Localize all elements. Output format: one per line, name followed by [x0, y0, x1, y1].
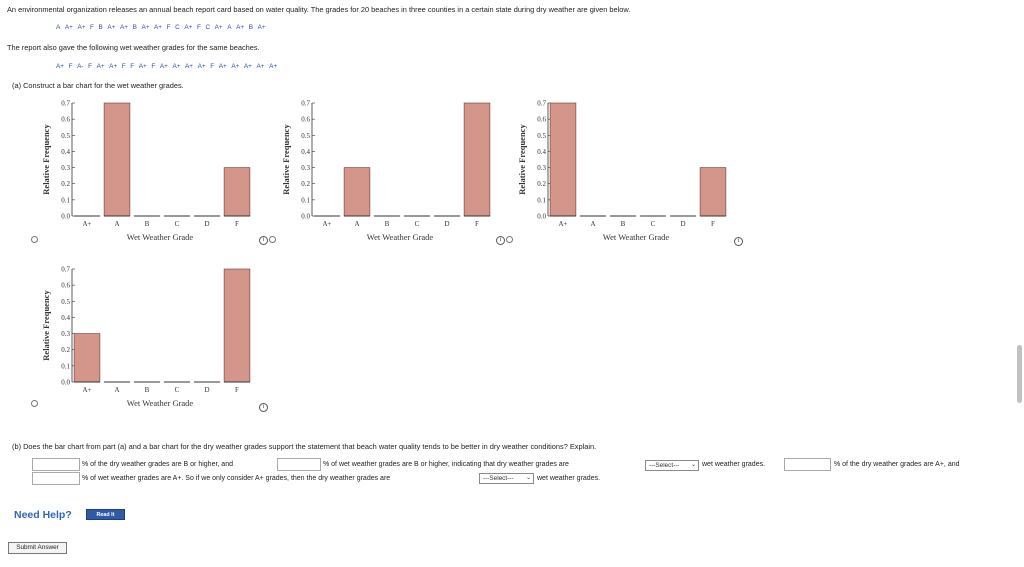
x-tick-label: A+ [82, 220, 92, 228]
x-tick-label: A [354, 220, 360, 228]
y-tick-label: 0.1 [61, 362, 70, 371]
bar-A [344, 168, 370, 216]
read-it-button[interactable]: Read It [86, 509, 125, 520]
x-tick-label: F [235, 220, 239, 228]
info-icon[interactable]: i [259, 236, 268, 245]
grade-item: C [205, 24, 211, 31]
y-tick-label: 0.2 [61, 180, 70, 189]
y-tick-label: 0.6 [301, 115, 310, 124]
x-axis-label: Wet Weather Grade [366, 232, 434, 242]
scrollbar-thumb[interactable] [1017, 345, 1022, 403]
bar-chart-option-1 [36, 96, 256, 248]
x-tick-label: C [650, 220, 656, 228]
x-tick-label: F [235, 386, 239, 394]
bar-F [224, 168, 250, 216]
dry-a-plus-input[interactable] [784, 458, 831, 471]
grade-item: A+ [109, 63, 118, 70]
y-axis-label: Relative Frequency [41, 290, 51, 361]
y-tick-label: 0.1 [537, 196, 546, 205]
y-tick-label: 0.5 [61, 297, 70, 306]
y-tick-label: 0.5 [537, 131, 546, 140]
grade-item: A- [77, 63, 84, 70]
grade-item: A+ [56, 63, 64, 70]
x-axis-label: Wet Weather Grade [126, 232, 194, 242]
x-tick-label: C [414, 220, 420, 228]
grade-item: A [56, 24, 61, 31]
y-tick-label: 0.3 [61, 330, 70, 339]
x-tick-label: B [144, 386, 150, 394]
part-b-text-2: % of wet weather grades are B or higher, indicating that dry weather grades are [323, 461, 569, 468]
bar-A [104, 103, 130, 216]
y-axis-label: Relative Frequency [517, 124, 527, 195]
y-tick-label: 0.6 [61, 115, 70, 124]
grade-item: A+ [107, 24, 116, 31]
x-tick-label: C [174, 386, 180, 394]
submit-answer-button[interactable]: Submit Answer [8, 542, 67, 554]
info-icon[interactable]: i [734, 237, 743, 246]
wet-a-plus-input[interactable] [32, 472, 80, 485]
wet-intro: The report also gave the following wet weather grades for the same beaches. [7, 43, 260, 52]
grade-item: A+ [236, 24, 245, 31]
part-a-prompt: (a) Construct a bar chart for the wet weather grades. [12, 81, 184, 90]
grade-item: A+ [96, 63, 105, 70]
dry-grades-list [56, 24, 270, 31]
grade-item: A+ [172, 63, 181, 70]
y-tick-label: 0.2 [301, 180, 310, 189]
grade-item: B [98, 24, 103, 31]
grade-item: B [248, 24, 253, 31]
y-tick-label: 0.0 [537, 212, 546, 221]
y-tick-label: 0.4 [301, 147, 310, 156]
x-tick-label: C [174, 220, 180, 228]
radio-chart-option-3[interactable] [506, 236, 513, 243]
y-tick-label: 0.2 [537, 180, 546, 189]
x-tick-label: A [114, 386, 120, 394]
grade-item: F [90, 24, 94, 31]
y-tick-label: 0.1 [61, 196, 70, 205]
bar-A+ [74, 334, 100, 382]
need-help-label: Need Help? [14, 509, 72, 521]
bar-chart-option-3 [512, 96, 732, 248]
x-tick-label: B [144, 220, 150, 228]
grade-item: A+ [231, 63, 240, 70]
y-tick-label: 0.3 [301, 164, 310, 173]
grade-item: A+ [257, 24, 266, 31]
grade-item: F [88, 63, 92, 70]
chart-svg [276, 96, 496, 248]
grade-item: A+ [243, 63, 252, 70]
x-tick-label: F [711, 220, 715, 228]
x-tick-label: B [620, 220, 626, 228]
part-b-prompt: (b) Does the bar chart from part (a) and a bar chart for the dry weather grades support the statement that beach water quality tends to be better in dry weather conditions? Explain. [12, 442, 597, 451]
grade-item: A+ [64, 24, 73, 31]
x-tick-label: F [475, 220, 479, 228]
x-tick-label: D [444, 220, 450, 228]
comparison-select-1[interactable]: ---Select--- ⌄ [645, 460, 699, 471]
part-b-text-3: wet weather grades. [702, 461, 766, 468]
grade-item: F [151, 63, 156, 70]
grade-item: A+ [214, 24, 223, 31]
wet-grades-list [56, 63, 282, 70]
y-tick-label: 0.0 [61, 378, 70, 387]
y-tick-label: 0.7 [61, 99, 70, 108]
x-tick-label: A [114, 220, 120, 228]
bar-A+ [550, 103, 576, 216]
x-axis-label: Wet Weather Grade [126, 398, 194, 408]
grade-item: A+ [141, 24, 150, 31]
grade-item: A+ [218, 63, 227, 70]
grade-item: B [132, 24, 137, 31]
grade-item: A+ [184, 24, 193, 31]
grade-item: F [196, 24, 201, 31]
grade-item: A+ [120, 24, 128, 31]
grade-item: F [210, 63, 215, 70]
chart-svg [36, 262, 256, 414]
comparison-select-2[interactable]: ---Select--- ⌄ [479, 473, 534, 484]
grade-item: A [227, 24, 232, 31]
x-tick-label: D [680, 220, 686, 228]
grade-item: F [130, 63, 135, 70]
y-tick-label: 0.0 [61, 212, 70, 221]
grade-item: A+ [256, 63, 265, 70]
y-tick-label: 0.4 [61, 313, 70, 322]
x-tick-label: D [204, 220, 210, 228]
part-b-text-5: % of wet weather grades are A+. So if we only consider A+ grades, then the dry weather grades are [82, 475, 391, 482]
question-intro: An environmental organization releases an annual beach report card based on water quality. The grades for 20 beaches in three counties in a certain state during dry weather are given below. [7, 5, 631, 14]
grade-item: C [175, 24, 180, 31]
y-tick-label: 0.2 [61, 346, 70, 355]
y-tick-label: 0.7 [537, 99, 546, 108]
grade-item: A+ [197, 63, 206, 70]
grade-item: A+ [159, 63, 168, 70]
grade-item: F [68, 63, 73, 70]
y-axis-label: Relative Frequency [41, 124, 51, 195]
chart-svg [36, 96, 256, 248]
grade-item: F [121, 63, 126, 70]
x-tick-label: A+ [82, 386, 92, 394]
radio-chart-option-4[interactable] [31, 400, 38, 407]
grade-item: A+ [269, 63, 278, 70]
x-axis-label: Wet Weather Grade [602, 232, 670, 242]
info-icon[interactable]: i [496, 236, 505, 245]
y-axis-label: Relative Frequency [281, 124, 291, 195]
bar-chart-option-4 [36, 262, 256, 414]
y-tick-label: 0.0 [301, 212, 310, 221]
bar-F [700, 168, 726, 216]
radio-chart-option-1[interactable] [31, 236, 38, 243]
part-b-text-6: wet weather grades. [537, 475, 601, 482]
bar-chart-option-2 [276, 96, 496, 248]
y-tick-label: 0.7 [301, 99, 310, 108]
grade-item: F [166, 24, 171, 31]
chart-svg [512, 96, 732, 248]
wet-b-or-higher-input[interactable] [277, 458, 321, 471]
info-icon[interactable]: i [259, 403, 268, 412]
y-tick-label: 0.4 [537, 147, 546, 156]
y-tick-label: 0.6 [537, 115, 546, 124]
x-tick-label: A+ [558, 220, 568, 228]
y-tick-label: 0.3 [61, 164, 70, 173]
y-tick-label: 0.3 [537, 164, 546, 173]
y-tick-label: 0.5 [301, 131, 310, 140]
grade-item: A+ [154, 24, 163, 31]
y-tick-label: 0.4 [61, 147, 70, 156]
x-tick-label: D [204, 386, 210, 394]
radio-chart-option-2[interactable] [269, 236, 276, 243]
part-b-text-1: % of the dry weather grades are B or higher, and [82, 461, 233, 468]
bar-F [224, 269, 250, 382]
grade-item: A+ [77, 24, 86, 31]
grade-item: A+ [185, 63, 194, 70]
y-tick-label: 0.5 [61, 131, 70, 140]
grade-item: A+ [138, 63, 147, 70]
part-b-text-4: % of the dry weather grades are A+, and [834, 461, 960, 468]
x-tick-label: B [384, 220, 390, 228]
y-tick-label: 0.6 [61, 281, 70, 290]
y-tick-label: 0.1 [301, 196, 310, 205]
y-tick-label: 0.7 [61, 265, 70, 274]
x-tick-label: A+ [322, 220, 332, 228]
dry-b-or-higher-input[interactable] [32, 458, 80, 471]
x-tick-label: A [590, 220, 596, 228]
bar-F [464, 103, 490, 216]
